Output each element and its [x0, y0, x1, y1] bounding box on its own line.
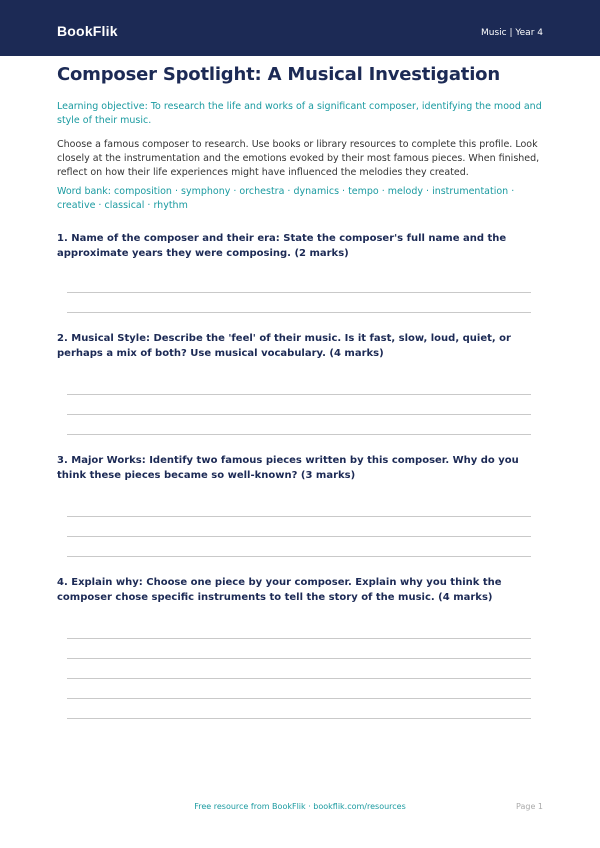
answer-line[interactable] [67, 434, 531, 435]
question-2: 2. Musical Style: Describe the 'feel' of their music. Is it fast, slow, loud, quiet, or perhaps a mix of both? Use musical vocabulary. (4 marks) [57, 333, 511, 359]
answer-line[interactable] [67, 516, 531, 517]
subject-year-label: Music | Year 4 [480, 28, 543, 38]
brand-logo: BookFlik [57, 23, 118, 39]
question-1: 1. Name of the composer and their era: State the composer's full name and the approximate years they were composing. (2 marks) [57, 233, 507, 259]
footer-text: Free resource from BookFlik · bookflik.com/resources [194, 802, 406, 811]
answer-line[interactable] [67, 394, 531, 395]
answer-line[interactable] [67, 556, 531, 557]
answer-line[interactable] [67, 536, 531, 537]
answer-line[interactable] [67, 292, 531, 293]
answer-line[interactable] [67, 718, 531, 719]
page-title: Composer Spotlight: A Musical Investigation [57, 64, 500, 85]
word-bank: Word bank: composition · symphony · orchestra · dynamics · tempo · melody · instrumentation · creative · classical · rhythm [57, 186, 515, 211]
header-bar [0, 0, 600, 56]
learning-objective: Learning objective: To research the life and works of a significant composer, identifying the mood and style of their music. [57, 101, 542, 126]
question-4: 4. Explain why: Choose one piece by your composer. Explain why you think the composer chose specific instruments to tell the story of the music. (4 marks) [57, 577, 502, 603]
instructions-paragraph: Choose a famous composer to research. Use books or library resources to complete this profile. Look closely at the instrumentation and the emotions evoked by their most famous pieces. When finished, reflect on how their life experiences might have influenced the melodies they created. [57, 139, 540, 178]
answer-line[interactable] [67, 678, 531, 679]
answer-line[interactable] [67, 638, 531, 639]
answer-line[interactable] [67, 312, 531, 313]
answer-line[interactable] [67, 658, 531, 659]
answer-line[interactable] [67, 698, 531, 699]
question-3: 3. Major Works: Identify two famous pieces written by this composer. Why do you think these pieces became so well-known? (3 marks) [57, 455, 519, 481]
page-number: Page 1 [516, 802, 543, 811]
answer-line[interactable] [67, 414, 531, 415]
